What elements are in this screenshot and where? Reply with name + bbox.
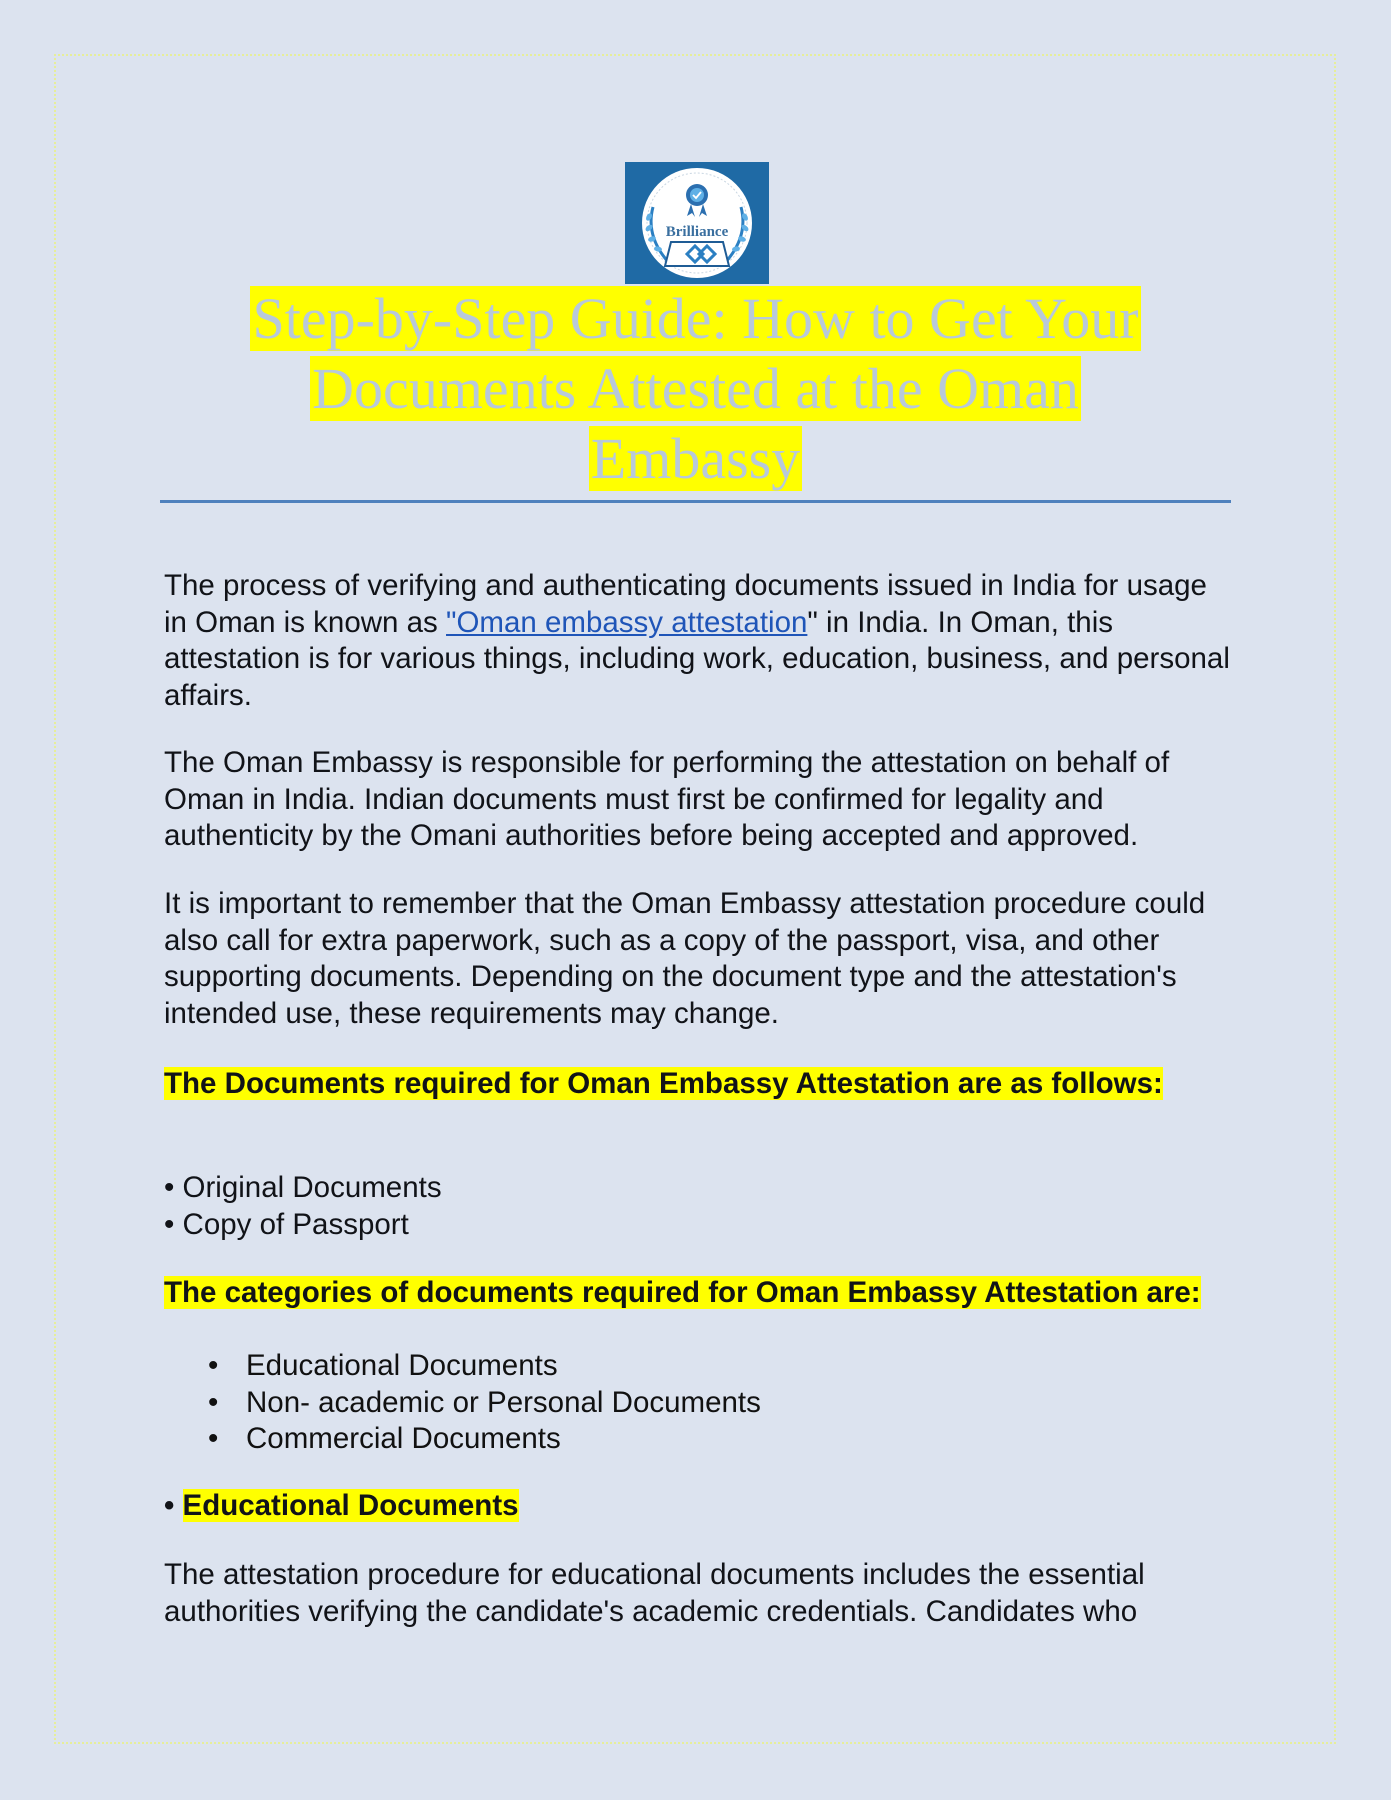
category-label: Commercial Documents [246, 1422, 561, 1456]
intro-text-before-link: The process of verifying and authenticating documents issued in India for usage in Oman is known as [164, 569, 1207, 639]
oman-embassy-attestation-link[interactable]: "Oman embassy attestation [446, 605, 808, 639]
extra-paperwork-paragraph: It is important to remember that the Oman Embassy attestation procedure could also call for extra paperwork, such as a copy of the passport, visa, and other supporting documents. Depending on the document type and the attestation's intended use, these requirements may change. [164, 887, 1206, 1031]
required-documents-heading [164, 1066, 1234, 1103]
educational-documents-heading [164, 1488, 1234, 1525]
bullet-icon: • [208, 1422, 219, 1456]
intro-paragraph [164, 568, 1234, 715]
category-label: Non- academic or Personal Documents [246, 1385, 761, 1419]
logo-brand-text: Brilliance [665, 224, 729, 240]
laurel-badge-icon [625, 162, 769, 284]
title-line-3: Embassy [590, 426, 801, 491]
category-item-commercial [164, 1421, 1234, 1458]
bullet-icon: • [208, 1385, 219, 1419]
brilliance-logo [625, 162, 769, 284]
title-divider [160, 500, 1231, 503]
intro-text-after-link: " in India. In Oman, this attestation is for various things, including work, education, business, and personal affairs. [164, 605, 1230, 713]
required-documents-heading-text: The Documents required for Oman Embassy Attestation are as follows: [164, 1067, 1163, 1100]
category-item-personal [164, 1385, 1234, 1422]
required-document-item: • Copy of Passport [164, 1207, 409, 1241]
document-categories-heading [164, 1275, 1234, 1312]
required-documents-list [164, 1170, 1234, 1243]
document-categories-list [164, 1348, 1234, 1458]
bullet-icon: • [208, 1349, 219, 1382]
educational-documents-heading-text: Educational Documents [182, 1489, 519, 1522]
educational-documents-paragraph: The attestation procedure for educational documents includes the essential authorities verifying the candidate's academic credentials. Candidates who [164, 1558, 1145, 1628]
title-line-1: Step-by-Step Guide: How to Get Your [252, 286, 1139, 351]
bullet-icon: • [164, 1489, 183, 1522]
required-document-item: • Original Documents [164, 1171, 442, 1204]
category-item-educational [164, 1348, 1234, 1385]
title-line-2: Documents Attested at the Oman [312, 356, 1079, 421]
embassy-responsibility-paragraph: The Oman Embassy is responsible for performing the attestation on behalf of Oman in India. Indian documents must first be confirmed for legality and authenticity by the Omani authorities before being accepted and approved. [164, 746, 1170, 853]
category-label: Educational Documents [246, 1349, 558, 1382]
document-title [160, 284, 1231, 494]
document-categories-heading-text: The categories of documents required for Oman Embassy Attestation are: [164, 1276, 1201, 1309]
